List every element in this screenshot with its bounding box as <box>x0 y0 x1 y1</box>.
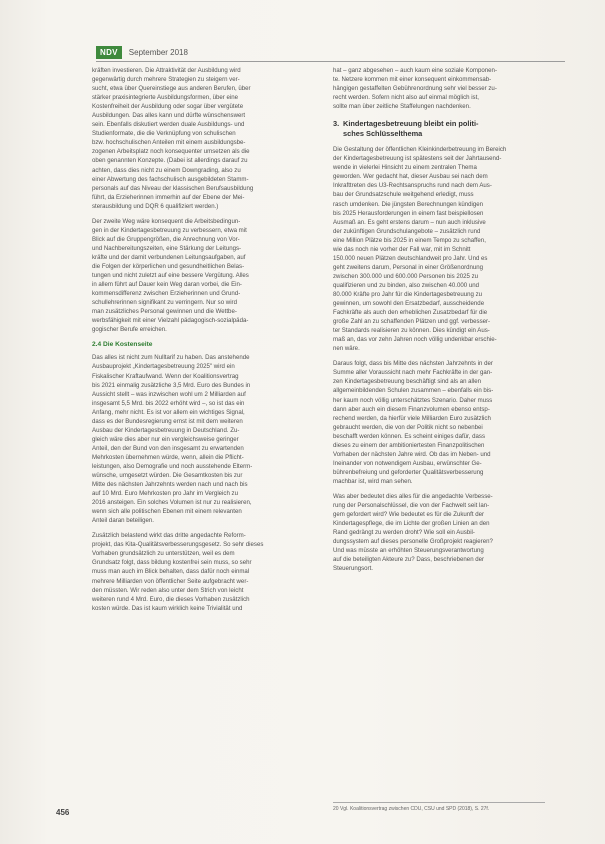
text-line: muss man auch im Blick behalten, dass dafür noch einmal <box>92 568 250 576</box>
text-line: Inkrafttreten des U3-Rechtsanspruchs rund nach dem Aus- <box>333 182 492 190</box>
text-line: bis 2021 einmalig zusätzliche 3,5 Mrd. Euro des Bundes in <box>92 381 251 389</box>
text-line: rasch umdenken. Die jüngsten Berechnungen kündigen <box>333 200 484 208</box>
text-line: kräften investieren. Die Attraktivität der Ausbildung wird <box>92 67 241 74</box>
text-line: Das alles ist nicht zum Nulltarif zu haben. Das anstehende <box>92 354 250 362</box>
text-line: Fiskalischer Kraftaufwand. Wenn der Koalitionsvertrag <box>92 372 239 380</box>
text-line: Der zweite Weg wäre konsequent die Arbeitsbedingun- <box>92 217 241 225</box>
right-paragraph-4 <box>333 492 545 573</box>
text-line: gebraucht werden, die von der Politik nicht so nebenbei <box>333 423 483 431</box>
text-line: und Nachbereitungszeiten, eine Stärkung der Leitungs- <box>92 244 242 252</box>
text-line: wende in vielerlei Hinsicht zu einem zentralen Thema <box>333 164 477 172</box>
text-line: zen Kindertagesbetreuung beschäftigt sind als an allen <box>333 378 482 386</box>
text-line: Vorhaben der nächsten Jahre wird. Ob das im Neben- und <box>333 450 491 458</box>
text-line: oben genannten Konzepte. (Dabei ist allerdings darauf zu <box>92 157 248 165</box>
text-line: sein. Ebenfalls diskutiert werden duale Ausbildungs- und <box>92 121 245 129</box>
text-line: nen wäre. <box>333 345 360 353</box>
text-line: Mitte des nächsten Jahrzehnts werden nach und nach bis <box>92 481 248 489</box>
text-line: Studienformate, die die Verknüpfung von schulischen <box>92 130 236 138</box>
text-line: Ausbildungen. Das alles kann und dürfte wünschenswert <box>92 112 246 120</box>
text-line: machbar ist, wird man sehen. <box>333 477 413 485</box>
left-paragraph-2 <box>92 217 292 335</box>
text-line: Mehrkosten übernehmen würde, wenn, allein die Pflicht- <box>92 453 244 461</box>
text-line: Grundsatz folgt, dass bildung kostenfrei sein muss, so sehr <box>92 559 252 567</box>
text-line: Ausbauprojekt „Kindertagesbetreuung 2025" wird ein <box>92 363 235 371</box>
text-line: bau der Grundsatzschule weitgehend erledigt, muss <box>333 191 474 199</box>
text-line: personals auf das Niveau der klassischen Berufsausbildung <box>92 184 254 192</box>
text-line: gleich wäre dies aber nur ein vergleichsweise geringer <box>92 435 239 443</box>
issue-date: September 2018 <box>128 47 188 57</box>
text-line: wie das noch nie vorher der Fall war, mit im Schnitt <box>333 245 471 253</box>
section-heading-3 <box>333 119 545 139</box>
text-line: führt, da Erzieherinnen immerhin auf der Ebene der Mei- <box>92 193 245 201</box>
text-line: insgesamt 5,5 Mrd. bis 2022 erhöht wird –, so ist das ein <box>92 399 245 407</box>
text-line: achten, dass dies nicht zu einem Downgrading, also zu <box>92 166 241 174</box>
right-column <box>333 66 545 579</box>
text-line: auf 10 Mrd. Euro Mehrkosten pro Jahr im Vergleich zu <box>92 490 238 498</box>
text-line: weiteren rund 4 Mrd. Euro, die dieses Vorhaben zusätzlich <box>92 595 250 603</box>
right-paragraph-1 <box>333 66 545 111</box>
text-line: Daraus folgt, dass bis Mitte des nächsten Jahrzehnts in der <box>333 360 493 368</box>
text-line: dungssystem auf dieses personelle Großprojekt reagieren? <box>333 538 493 546</box>
text-line: gem gefordert wird? Wie bedeutet es für die Zukunft der <box>333 511 485 519</box>
text-line: te. Netzere kommen mit einer konsequent einkommensab- <box>333 76 492 84</box>
text-line: Kindertagespflege, die im Lichte der großen Linien an den <box>333 520 490 528</box>
text-line: Und was müsste an erhöhten Steuerungsverantwortung <box>333 547 484 555</box>
right-paragraph-3 <box>333 359 545 486</box>
text-line: dann aber auch ein diesem Finanzvolumen ebenso entsp- <box>333 405 490 413</box>
text-line: in allem führt auf Dauer kein Weg daran vorbei, die Ein- <box>92 281 242 289</box>
text-line: qualifizieren und zu binden, also zwischen 40.000 und <box>333 281 480 289</box>
text-line: Anteil daran beteiligen. <box>92 517 154 525</box>
text-line: zwischen 300.000 und 600.000 Personen bis 2025 zu <box>333 272 479 280</box>
text-line: kosten würde. Das ist kaum wirklich keine Trivialität und <box>92 604 243 612</box>
text-line: werbsfähigkeit mit einer Vielzahl pädagogisch-sozialpäda- <box>92 317 249 325</box>
text-line: mehrere Milliarden von öffentlicher Seite aufgebracht wer- <box>92 577 249 585</box>
text-line: leistungen, also Demografie und noch ausstehende Elterm- <box>92 462 253 470</box>
text-line: der zukünftigen Grundschulangebote – zusätzlich rund <box>333 227 481 235</box>
text-line: ter Standards realisieren zu können. Dies kündigt ein Aus- <box>333 327 490 335</box>
text-line: man zusätzliches Personal gewinnen und die Wettbe- <box>92 308 237 316</box>
text-line: schullehrerinnen signifikant zu verringern. Nur so wird <box>92 299 237 307</box>
text-line: Fachkräfte als auch den erheblichen Zusatzbedarf für die <box>333 309 488 317</box>
text-line: Rand gedrängt zu werden droht? Wie soll ein Ausbil- <box>333 529 475 537</box>
text-line: einer Abwertung des fachschulisch ausgebildeten Stamm- <box>92 175 249 183</box>
text-line: gegenwärtig durch mehrere Strategien zu steigern ver- <box>92 76 240 84</box>
text-line: Summe aller Voraussicht nach mehr Fachkräfte in der gan- <box>333 369 493 377</box>
text-line: sterausbildung und DQR 6 qualifiziert werden.) <box>92 202 219 210</box>
header-divider <box>96 61 565 62</box>
text-line: recht werden. Sofern nicht also auf einmal möglich ist, <box>333 94 479 102</box>
text-line: zogenen Arbeitsplatz noch konsequenter umsetzen als die <box>92 148 250 156</box>
text-line: große Zahl an zu schaffenden Plätzen und ggf. verbesser- <box>333 318 491 326</box>
text-line: Aussicht stellt – was inzwischen wohl um 2 Milliarden auf <box>92 390 246 398</box>
text-line: geworden. Wer gedacht hat, dieser Ausbau sei nach dem <box>333 173 488 181</box>
text-line: bzw. hochschulischen Anteilen mit einem ausbildungsbe- <box>92 139 246 147</box>
text-line: dieses zu einem der ambitioniertesten Finanzpolitischen <box>333 441 485 449</box>
text-line: Ausmaß an. Es geht erstens darum – nun auch inklusive <box>333 218 486 226</box>
text-line: bis 2025 Herausforderungen in einem fast beispiellosen <box>333 209 484 217</box>
text-line: Anteil, den der Bund von den insgesamt zu erwartenden <box>92 444 244 452</box>
text-line: wenn sich alle politischen Ebenen mit einem relevanten <box>92 508 242 516</box>
text-line: her kaum noch völlig unterschätztes Szenario. Daher muss <box>333 396 493 404</box>
right-paragraph-2 <box>333 145 545 353</box>
text-line: die Folgen der körperlichen und gesundheitlichen Belas- <box>92 262 245 270</box>
text-line: eine Million Plätze bis 2025 in einem Tempo zu schaffen, <box>333 236 486 244</box>
text-line: hat – ganz abgesehen – auch kaum eine soziale Komponen- <box>333 67 497 74</box>
text-line: beschafft werden können. Es scheint einiges dafür, dass <box>333 432 485 440</box>
page-header <box>96 45 188 59</box>
text-line: projekt, das Kita-Qualitätsverbesserungsgesetz. So sehr dieses <box>92 541 264 549</box>
text-line: Was aber bedeutet dies alles für die angedachte Verbesse- <box>333 492 493 500</box>
footnote-divider <box>333 802 545 803</box>
page-number: 456 <box>56 808 70 817</box>
section-title-line-2: sches Schlüsselthema <box>343 129 423 139</box>
text-line: geht zweitens darum, Personal in einer Größenordnung <box>333 263 484 271</box>
text-line: Kostenfreiheit der Ausbildung oder sogar über vergütete <box>92 103 244 111</box>
left-paragraph-4 <box>92 531 292 612</box>
text-line: den müssten. Wir reden also unter dem Strich von leicht <box>92 586 244 594</box>
text-line: Zusätzlich belastend wirkt das dritte angedachte Reform- <box>92 532 246 540</box>
text-line: maß an, das vor zehn Jahren noch völlig undenkbar erschie- <box>333 336 497 344</box>
text-line: tungen und nicht zuletzt auf eine bessere Vergütung. Alles <box>92 272 249 280</box>
text-line: auf die beteiligten Akteure zu? Dass, beschriebenen der <box>333 556 485 564</box>
text-line: stärker praxisintegrierte Ausbildungsformen, über eine <box>92 94 238 102</box>
footnote: 20 Vgl. Koalitionsvertrag zwischen CDU, CSU und SPD (2018), S. 27f. <box>333 806 490 812</box>
section-heading-2-4: 2.4 Die Kostenseite <box>92 341 153 349</box>
text-line: Ausbau der Kindertagesbetreuung in Deutschland. Zu- <box>92 426 240 434</box>
journal-badge: NDV <box>96 46 122 59</box>
text-line: hängigen gestaffelten Gebührenordnung sehr viel besser zu- <box>333 85 497 93</box>
text-line: kommensdifferenz zwischen Erzieherinnen und Grund- <box>92 290 241 298</box>
left-paragraph-1 <box>92 66 292 211</box>
text-line: 150.000 neuen Plätzen deutschlandweit pro Jahr. Und es <box>333 254 488 262</box>
left-paragraph-3 <box>92 353 292 525</box>
text-line: Blick auf die Gruppengrößen, die Anrechnung von Vor- <box>92 235 240 243</box>
text-line: der Kindertagesbetreuung ist spätestens seit der Jahrtausend- <box>333 155 502 163</box>
text-line: wünsche, umgesetzt würden. Die Gesamtkosten bis zur <box>92 472 243 480</box>
text-line: 2016 ansteigen. Ein solches Volumen ist nur zu realisieren, <box>92 499 252 507</box>
text-line: Anfang, mehr nicht. Es ist vor allem ein wichtiges Signal, <box>92 408 245 416</box>
text-line: Die Gestaltung der öffentlichen Kleinkinderbetreuung im Bereich <box>333 146 507 154</box>
text-line: rechend werden, da hierfür viele Milliarden Euro zusätzlich <box>333 414 491 422</box>
text-line: Steuerungsort. <box>333 565 373 573</box>
text-line: dass es der Bundesregierung ernst ist mit dem weiteren <box>92 417 243 425</box>
text-line: Vorhaben grundsätzlich zu unterstützen, weil es dem <box>92 550 235 558</box>
text-line: sollte man über zeitliche Staffelungen nachdenken. <box>333 103 471 111</box>
text-line: Ineinander von notwendigem Ausbau, erwünschter Ge- <box>333 459 482 467</box>
text-line: gewinnen, um sowohl den Ersatzbedarf, ausscheidende <box>333 300 485 308</box>
text-line: 80.000 Kräfte pro Jahr für die Kindertagesbetreuung zu <box>333 290 483 298</box>
section-number: 3. <box>333 119 340 129</box>
text-line: kräfte und der damit verbundenen Leitungsaufgaben, auf <box>92 253 246 261</box>
section-title-line-1: Kindertagesbetreuung bleibt ein politi- <box>343 119 479 129</box>
text-line: gogischer Berufe erreichen. <box>92 326 167 334</box>
text-line: bührenbefreiung und geforderter Qualitätsverbesserung <box>333 468 484 476</box>
text-line: allgemeinbildenden Schulen zusammen – ebenfalls ein bis- <box>333 387 494 395</box>
text-line: rung der Personalschlüssel, die von der Fachwelt seit lan- <box>333 502 490 510</box>
text-line: gen in der Kindertagesbetreuung zu verbessern, etwa mit <box>92 226 247 234</box>
left-column <box>92 66 292 619</box>
text-line: sucht, etwa über Quereinstiege aus anderen Berufen, über <box>92 85 251 93</box>
